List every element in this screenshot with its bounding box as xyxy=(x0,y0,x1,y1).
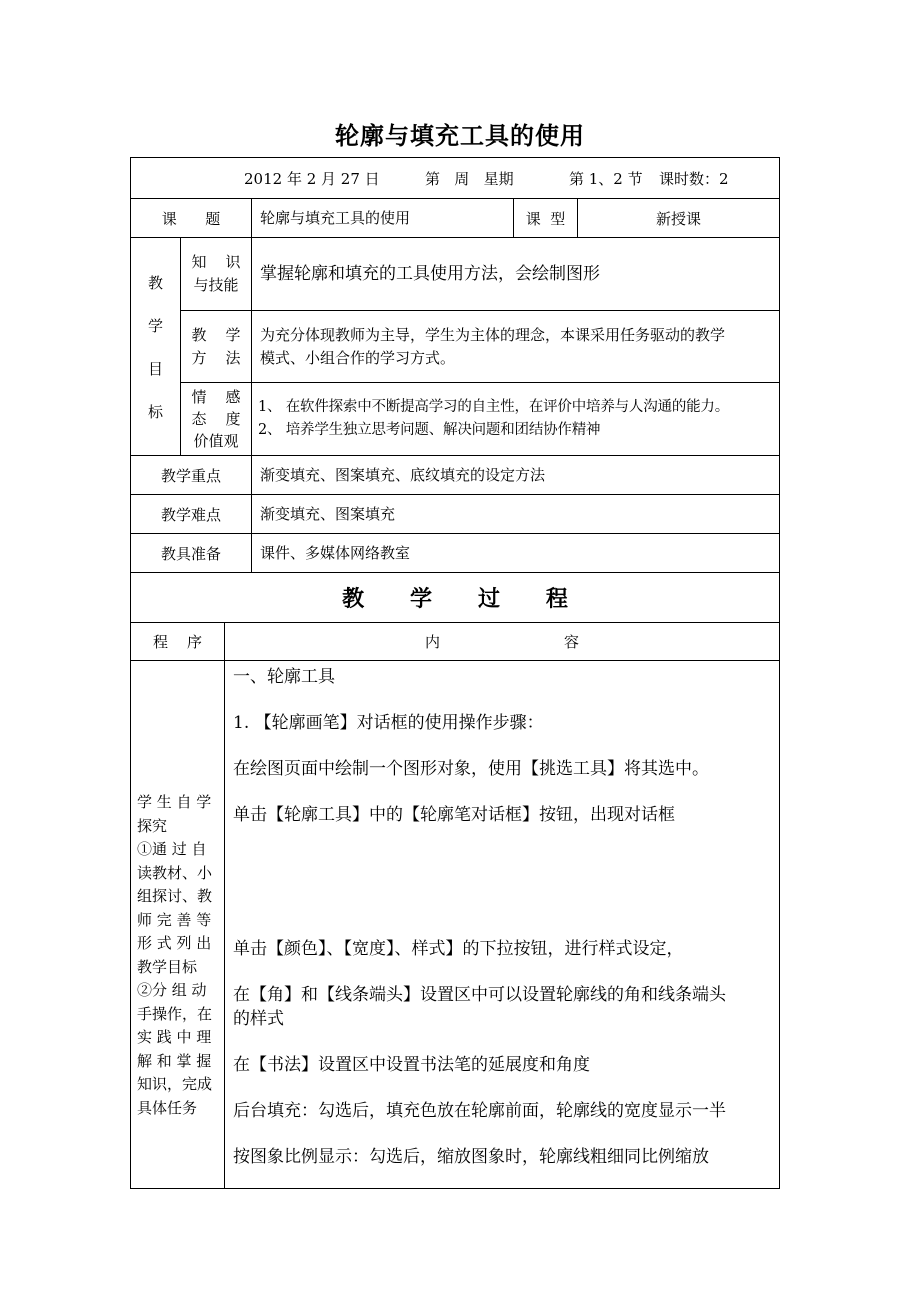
objective-line: 为充分体现教师为主导，学生为主体的理念，本课采用任务驱动的教学 xyxy=(260,325,726,344)
procedure-line: 师 完 善 等 xyxy=(137,910,212,929)
content-line: 在【书法】设置区中设置书法笔的延展度和角度 xyxy=(233,1055,590,1075)
procedure-line: 探究 xyxy=(137,816,168,835)
content-cell xyxy=(225,661,779,1188)
objectives-char: 目 xyxy=(147,359,163,378)
objectives-group-label xyxy=(131,238,181,456)
content-line: 单击【轮廓工具】中的【轮廓笔对话框】按钮，出现对话框 xyxy=(233,805,675,825)
objective-text-attitude xyxy=(252,383,779,456)
content-line: 在绘图页面中绘制一个图形对象，使用【挑选工具】将其选中。 xyxy=(233,759,709,779)
procedure-line: 教学目标 xyxy=(137,957,198,976)
difficulties-value: 渐变填充、图案填充 xyxy=(252,495,779,534)
label-line: 与技能 xyxy=(193,276,239,294)
label-line: 价值观 xyxy=(193,432,239,450)
objective-line: 掌握轮廓和填充的工具使用方法，会绘制图形 xyxy=(260,263,600,284)
content-line: 1. 【轮廓画笔】对话框的使用操作步骤： xyxy=(233,713,544,733)
objectives-char: 教 xyxy=(147,273,163,292)
procedure-line: ②分 组 动 xyxy=(137,981,207,999)
procedure-line: 读教材、小 xyxy=(137,863,213,882)
objective-text-knowledge xyxy=(252,238,779,311)
key-points-label: 教学重点 xyxy=(131,456,252,495)
procedure-line: ①通 过 自 xyxy=(137,840,207,858)
date-text: 2012 年 2 月 27 日 xyxy=(244,169,380,188)
label-line: 方 法 xyxy=(191,348,241,367)
procedure-cell xyxy=(131,661,225,1188)
document-title: 轮廓与填充工具的使用 xyxy=(335,122,585,150)
content-line: 在【角】和【线条端头】设置区中可以设置轮廓线的角和线条端头 xyxy=(233,985,726,1005)
lesson-plan-table xyxy=(130,157,780,1189)
content-line: 的样式 xyxy=(233,1009,284,1029)
objective-label-attitude xyxy=(181,383,252,456)
topic-value: 轮廓与填充工具的使用 xyxy=(252,199,514,238)
procedure-header: 程 序 xyxy=(131,623,225,661)
key-points-value: 渐变填充、图案填充、底纹填充的设定方法 xyxy=(252,456,779,495)
content-line: 按图象比例显示：勾选后，缩放图象时，轮廓线粗细同比例缩放 xyxy=(233,1147,709,1167)
week-text: 第 周 星期 xyxy=(425,169,514,188)
hours-text: 课时数：2 xyxy=(659,169,729,188)
procedure-line: 形 式 列 出 xyxy=(137,934,212,952)
difficulties-label: 教学难点 xyxy=(131,495,252,534)
label-line: 情 感 xyxy=(191,388,241,406)
materials-value: 课件、多媒体网络教室 xyxy=(252,534,779,573)
process-title: 教 学 过 程 xyxy=(131,573,779,623)
session-text: 第 1、2 节 xyxy=(569,169,643,188)
objective-label-method xyxy=(181,311,252,383)
objective-text-method xyxy=(252,311,779,383)
procedure-line: 具体任务 xyxy=(137,1098,198,1117)
objective-line: 模式、小组合作的学习方式。 xyxy=(260,348,456,367)
label-line: 态 度 xyxy=(191,410,241,428)
label-line: 知 识 xyxy=(191,253,241,271)
objective-line: 2、 培养学生独立思考问题、解决问题和团结协作精神 xyxy=(258,422,601,438)
materials-label: 教具准备 xyxy=(131,534,252,573)
objective-line: 1、 在软件探索中不断提高学习的自主性，在评价中培养与人沟通的能力。 xyxy=(258,399,730,415)
procedure-line: 组探讨、教 xyxy=(137,887,213,905)
content-line: 单击【颜色】、【宽度】、样式】的下拉按钮，进行样式设定， xyxy=(233,939,684,959)
label-line: 教 学 xyxy=(191,325,241,344)
content-line: 一、轮廓工具 xyxy=(233,667,335,687)
topic-label: 课 题 xyxy=(131,199,252,238)
objectives-char: 标 xyxy=(147,402,163,421)
procedure-line: 知识，完成 xyxy=(137,1075,213,1093)
content-header: 内 容 xyxy=(225,623,779,661)
procedure-description xyxy=(137,791,217,1120)
date-row xyxy=(131,158,779,199)
procedure-line: 解 和 掌 握 xyxy=(137,1051,212,1070)
procedure-line: 手操作，在 xyxy=(137,1004,213,1023)
content-line: 后台填充：勾选后，填充色放在轮廓前面，轮廓线的宽度显示一半 xyxy=(233,1101,726,1121)
procedure-line: 实 践 中 理 xyxy=(137,1028,212,1046)
type-label: 课 型 xyxy=(514,199,578,238)
objective-label-knowledge xyxy=(181,238,252,311)
type-value: 新授课 xyxy=(578,199,779,238)
procedure-line: 学 生 自 学 xyxy=(137,793,212,811)
objectives-char: 学 xyxy=(147,316,163,335)
